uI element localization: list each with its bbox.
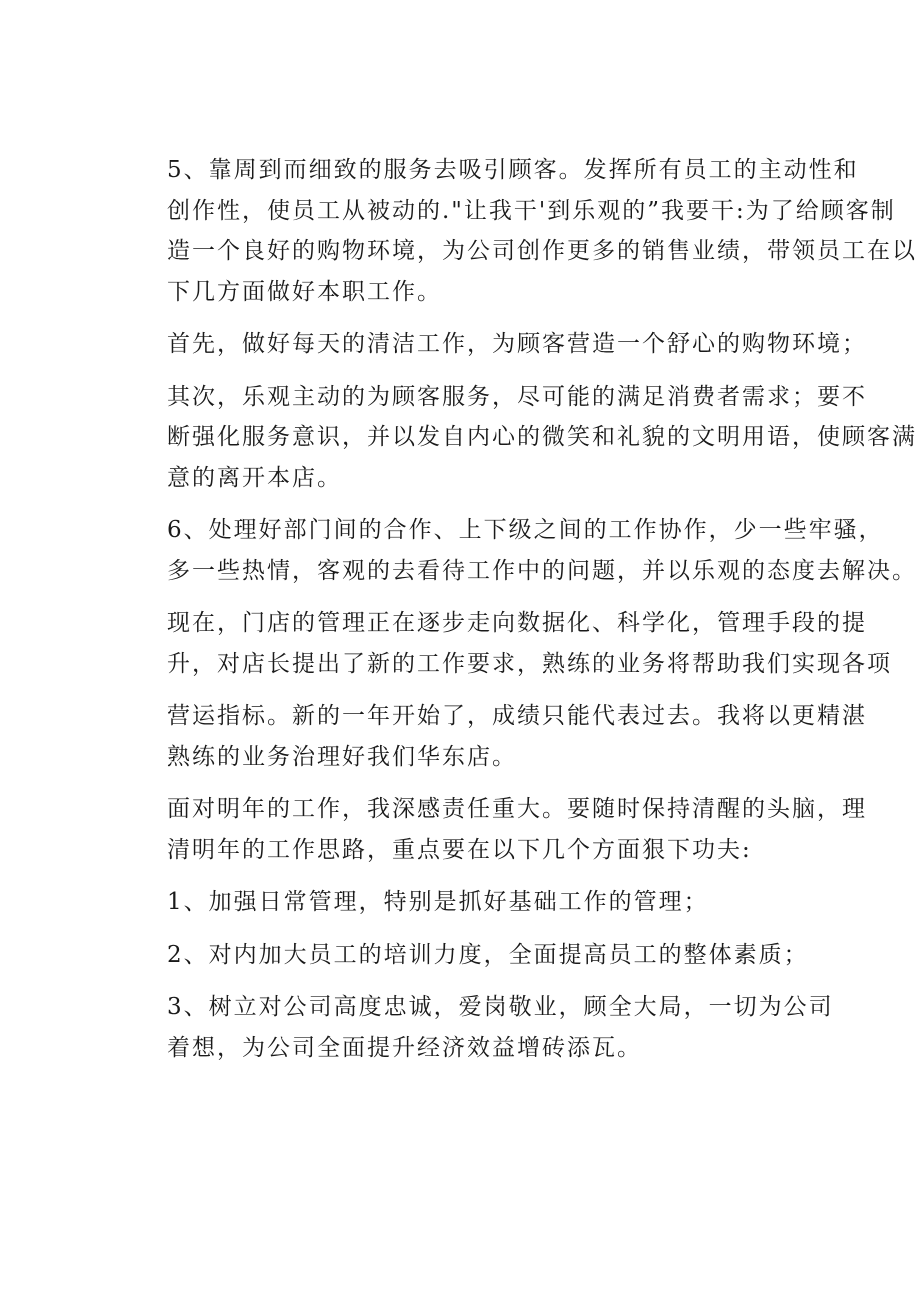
- paragraph: [117, 510, 917, 591]
- text-line: 造一个良好的购物环境，为公司创作更多的销售业绩，带领员工在以: [167, 238, 917, 264]
- text-line: 清明年的工作思路，重点要在以下几个方面狠下功夫:: [167, 836, 752, 863]
- text-line: 下几方面做好本职工作。: [167, 278, 442, 305]
- paragraph: [117, 696, 867, 777]
- paragraph: [117, 603, 892, 684]
- text-line: 6、处理好部门间的合作、上下级之间的工作协作，少一些牢骚，: [167, 517, 884, 543]
- paragraph: [117, 789, 867, 870]
- paragraph: [117, 377, 917, 499]
- text-line: 其次，乐观主动的为顾客服务，尽可能的满足消费者需求；要不: [167, 383, 867, 410]
- text-line: 面对明年的工作，我深感责任重大。要随时保持清醒的头脑，理: [167, 796, 867, 822]
- text-line: 1、加强日常管理，特别是抓好基础工作的管理；: [167, 889, 709, 915]
- text-line: 3、树立对公司高度忠诚，爱岗敬业，顾全大局，一切为公司: [167, 994, 834, 1020]
- text-line: 断强化服务意识，并以发自内心的微笑和礼貌的文明用语，使顾客满: [167, 424, 917, 450]
- text-line: 意的离开本店。: [167, 464, 342, 491]
- paragraph: [117, 150, 917, 312]
- text-line: 5、靠周到而细致的服务去吸引顾客。发挥所有员工的主动性和: [167, 157, 859, 183]
- text-line: 创作性，使员工从被动的."让我干'到乐观的”我要干:为了给顾客制: [167, 197, 896, 224]
- text-line: 现在，门店的管理正在逐步走向数据化、科学化，管理手段的提: [167, 610, 867, 636]
- text-line: 营运指标。新的一年开始了，成绩只能代表过去。我将以更精湛: [167, 703, 867, 729]
- paragraph: [117, 324, 867, 365]
- paragraph: [117, 882, 822, 923]
- text-line: 升，对店长提出了新的工作要求，熟练的业务将帮助我们实现各项: [167, 650, 892, 677]
- text-line: 首先，做好每天的清洁工作，为顾客营造一个舒心的购物环境；: [167, 331, 867, 357]
- text-line: 2、对内加大员工的培训力度，全面提高员工的整体素质；: [167, 941, 809, 968]
- document-body: [117, 150, 917, 1068]
- text-line: 着想，为公司全面提升经济效益增砖添瓦。: [167, 1034, 642, 1061]
- paragraph: [117, 935, 822, 976]
- text-line: 熟练的业务治理好我们华东店。: [167, 743, 517, 770]
- text-line: 多一些热情，客观的去看待工作中的问题，并以乐观的态度去解决。: [167, 557, 917, 584]
- paragraph: [117, 987, 834, 1068]
